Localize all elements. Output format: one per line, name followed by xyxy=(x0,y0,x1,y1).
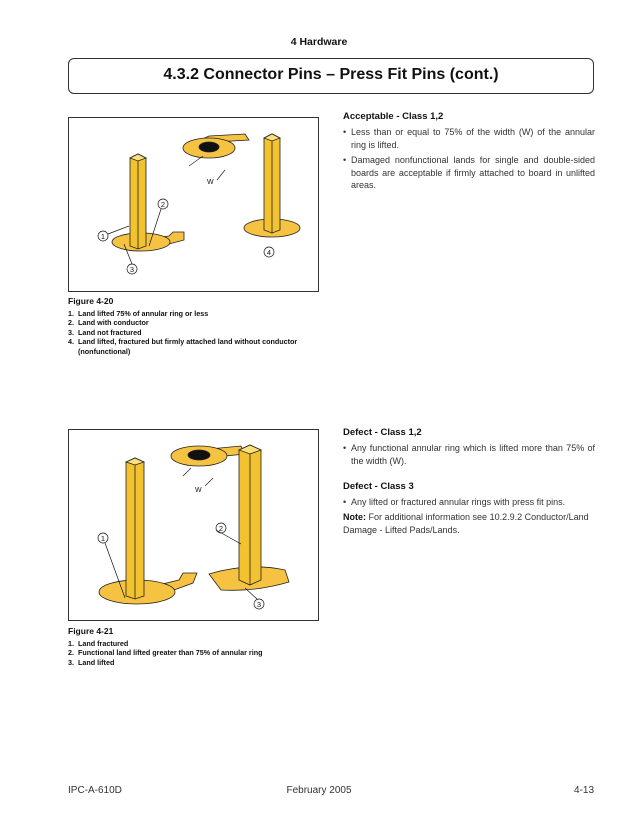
callout-2-1: 1 xyxy=(100,534,106,543)
legend-item: 4. Land lifted, fractured but firmly attached land without conductor (nonfunctional) xyxy=(68,337,298,356)
legend-item: 1. Land lifted 75% of annular ring or less xyxy=(68,309,209,318)
callout-2-2: 2 xyxy=(218,524,224,533)
footer-page-number: 4-13 xyxy=(573,785,594,796)
callout-1-2: 2 xyxy=(160,200,166,209)
footer-date: February 2005 xyxy=(286,785,352,796)
figure-4-20-caption: Figure 4-20 xyxy=(68,296,114,306)
defect-class-1-2-heading: Defect - Class 1,2 xyxy=(343,427,422,438)
defect-class-3-heading: Defect - Class 3 xyxy=(343,481,414,492)
defect-class-3-list xyxy=(343,496,595,512)
defect-class-1-2-list xyxy=(343,442,595,470)
w-label-fig1: W xyxy=(207,179,214,186)
list-item: • Damaged nonfunctional lands for single and double-sided boards are acceptable if firmly attached to board in unlifted areas. xyxy=(343,155,595,190)
legend-item: 2. Land with conductor xyxy=(68,318,149,328)
section-title: 4.3.2 Connector Pins – Press Fit Pins (cont.) xyxy=(163,66,499,83)
callout-2-3: 3 xyxy=(256,600,262,609)
legend-item: 2. Functional land lifted greater than 75% of annular ring xyxy=(68,648,263,658)
w-label-fig2: W xyxy=(195,487,202,494)
callout-1-3: 3 xyxy=(129,265,135,274)
chapter-header: 4 Hardware xyxy=(290,36,348,48)
list-item: • Any functional annular ring which is lifted more than 75% of the width (W). xyxy=(343,443,595,466)
acceptable-list xyxy=(343,126,595,195)
figure-4-20-drawing xyxy=(69,118,318,291)
figure-4-21-caption: Figure 4-21 xyxy=(68,626,114,636)
figure-4-20-legend xyxy=(68,309,328,356)
figure-4-21-illustration xyxy=(68,429,319,621)
footer-doc-id: IPC-A-610D xyxy=(68,785,122,796)
note-paragraph: Note: For additional information see 10.2.9.2 Conductor/Land Damage - Lifted Pads/Lands. xyxy=(343,512,589,535)
legend-item: 1. Land fractured xyxy=(68,639,129,648)
acceptable-heading: Acceptable - Class 1,2 xyxy=(343,111,444,122)
callout-1-4: 4 xyxy=(266,248,272,257)
legend-item: 3. Land not fractured xyxy=(68,327,142,337)
figure-4-20-illustration xyxy=(68,117,319,292)
figure-4-21-legend xyxy=(68,639,328,667)
callout-1-1: 1 xyxy=(100,232,106,241)
list-item: • Less than or equal to 75% of the width (W) of the annular ring is lifted. xyxy=(343,127,595,150)
list-item: • Any lifted or fractured annular rings with press fit pins. xyxy=(343,497,566,507)
legend-item: 3. Land lifted xyxy=(68,657,115,667)
figure-4-21-drawing xyxy=(69,430,318,620)
